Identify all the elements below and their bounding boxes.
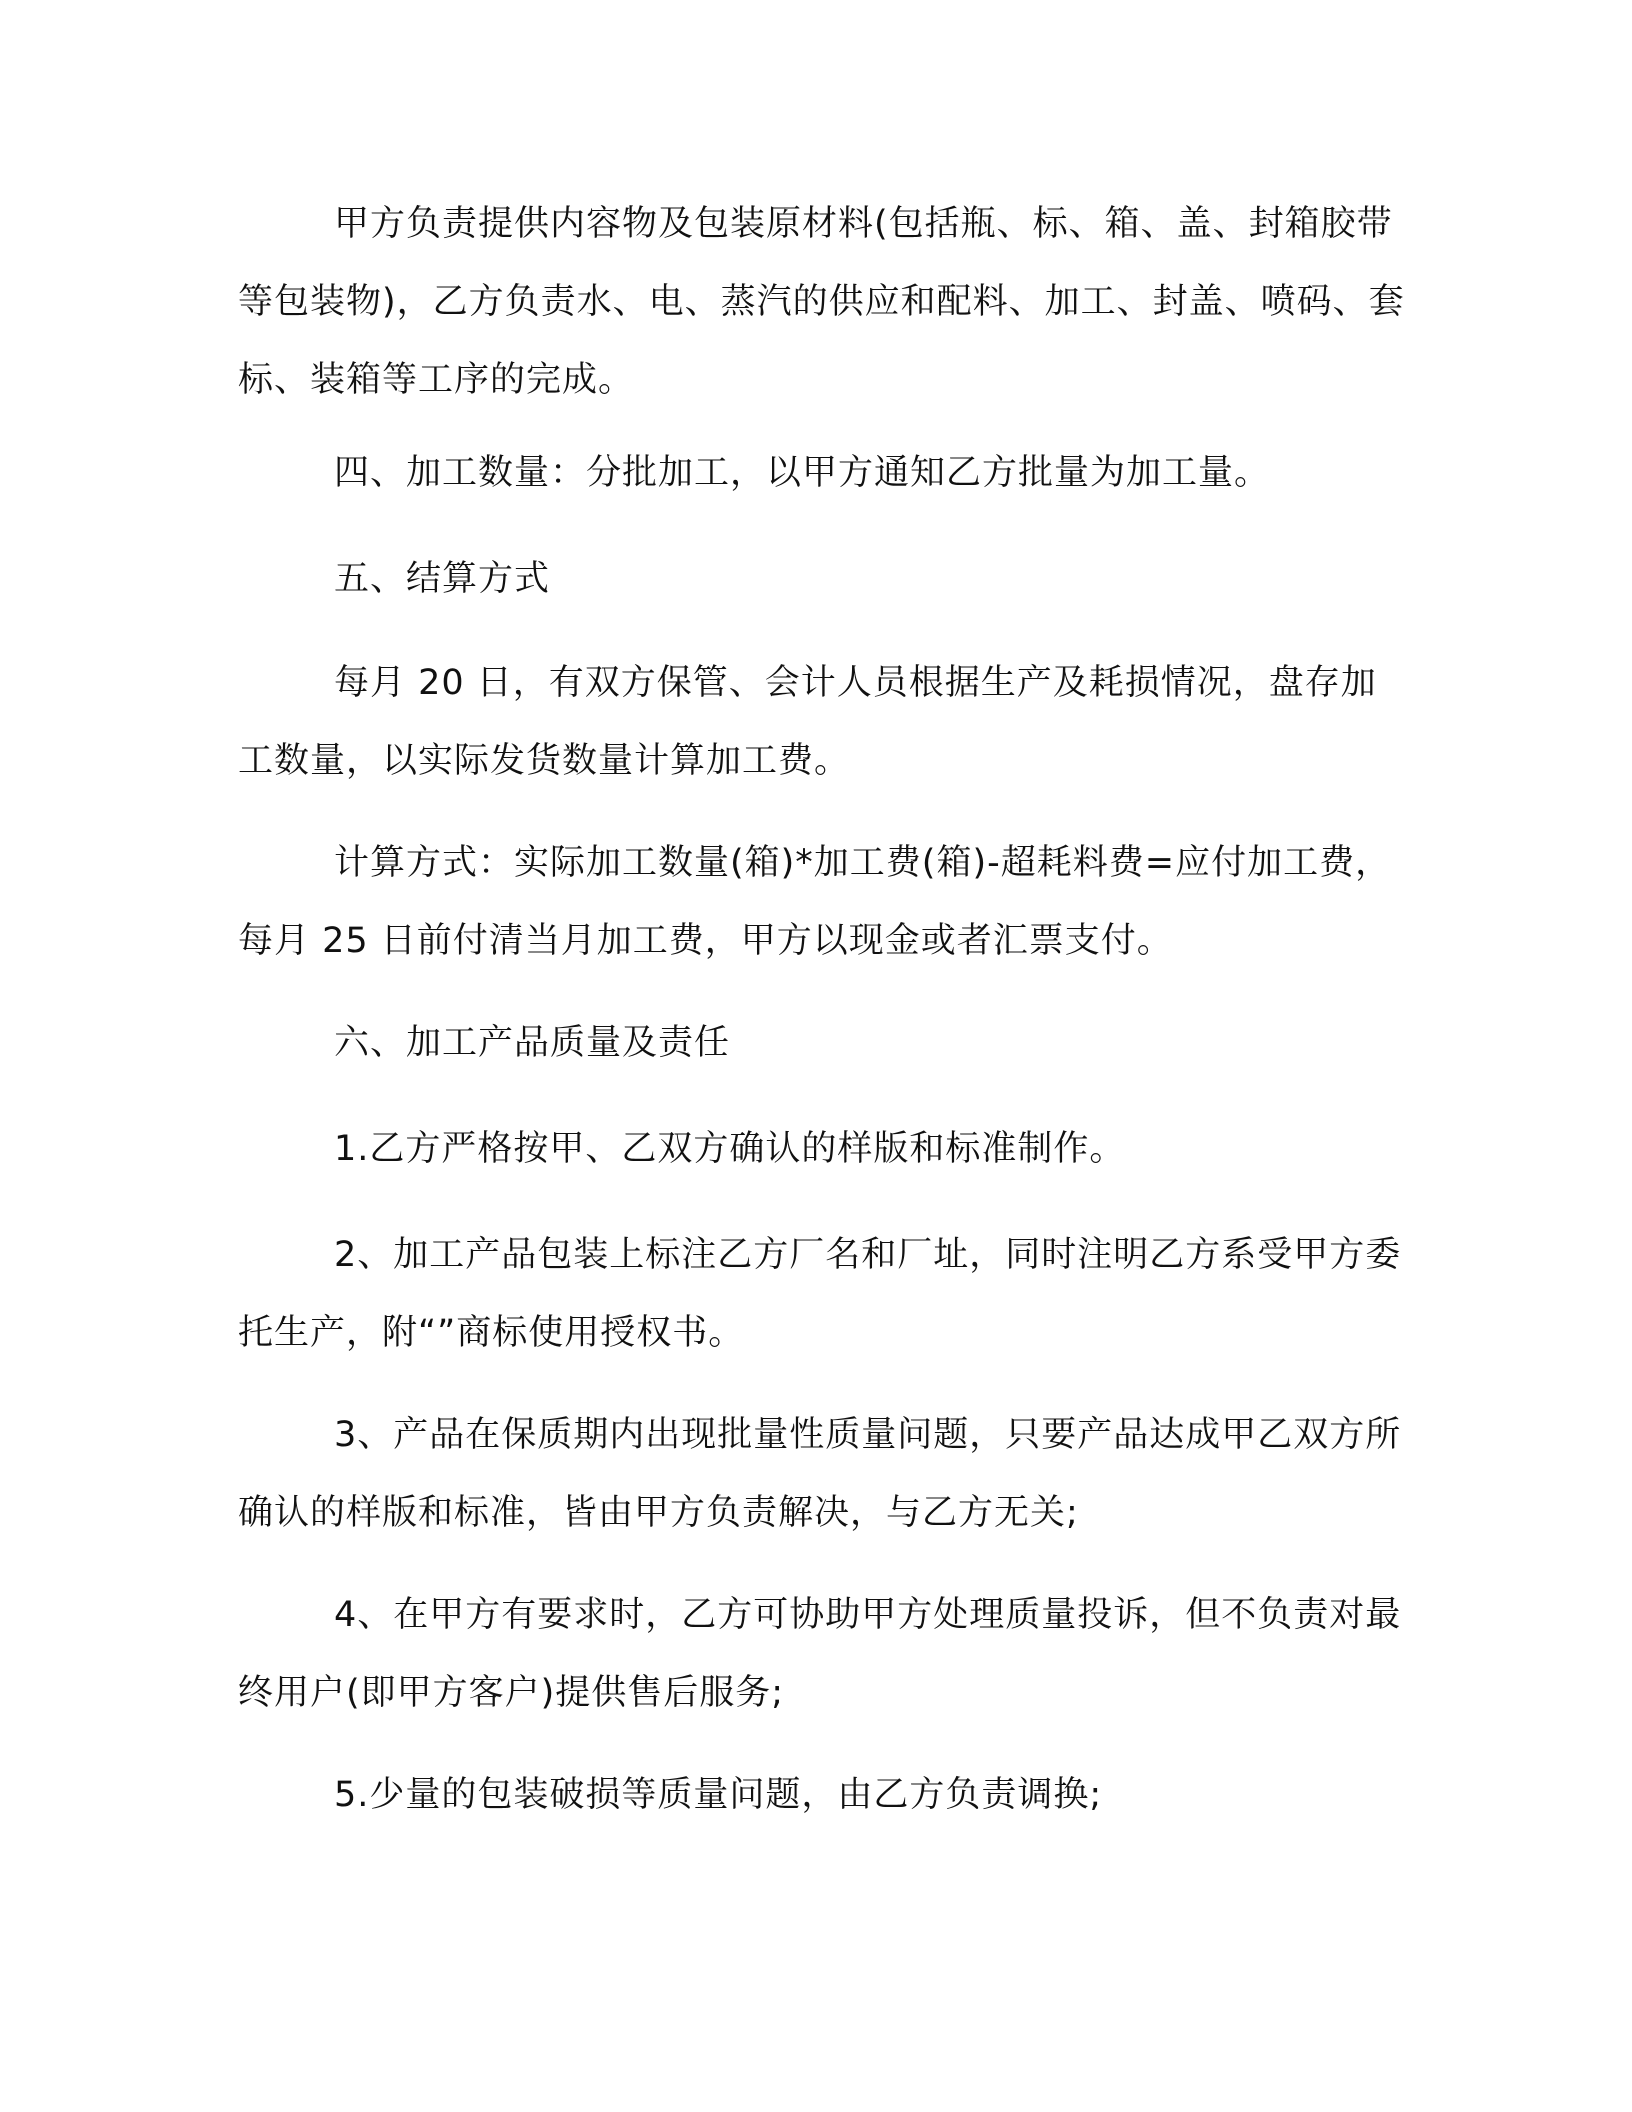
clause-1: 1.乙方严格按甲、乙双方确认的样版和标准制作。 [334, 1129, 1126, 1169]
paragraph-packaging-responsibility: 甲方负责提供内容物及包装原材料(包括瓶、标、箱、盖、封箱胶带等包装物)，乙方负责水、电、蒸汽的供应和配料、加工、封盖、喷码、套标、装箱等工序的完成。 [238, 204, 1405, 400]
section-processing-quantity: 四、加工数量：分批加工，以甲方通知乙方批量为加工量。 [334, 453, 1271, 493]
section-heading-quality: 六、加工产品质量及责任 [334, 1023, 731, 1063]
clause-4: 4、在甲方有要求时，乙方可协助甲方处理质量投诉，但不负责对最终用户(即甲方客户)提供售后服务; [238, 1595, 1402, 1713]
section-heading-settlement: 五、结算方式 [334, 559, 551, 599]
clause-5: 5.少量的包装破损等质量问题，由乙方负责调换; [334, 1775, 1103, 1815]
paragraph-monthly-inventory: 每月 20 日，有双方保管、会计人员根据生产及耗损情况，盘存加工数量，以实际发货数量计算加工费。 [238, 663, 1377, 781]
paragraph-calculation-method: 计算方式：实际加工数量(箱)*加工费(箱)-超耗料费=应付加工费，每月 25 日前付清当月加工费，甲方以现金或者汇票支付。 [238, 843, 1392, 961]
clause-2: 2、加工产品包装上标注乙方厂名和厂址，同时注明乙方系受甲方委托生产，附“”商标使用授权书。 [238, 1235, 1402, 1353]
clause-3: 3、产品在保质期内出现批量性质量问题，只要产品达成甲乙双方所确认的样版和标准，皆由甲方负责解决，与乙方无关; [238, 1415, 1402, 1533]
